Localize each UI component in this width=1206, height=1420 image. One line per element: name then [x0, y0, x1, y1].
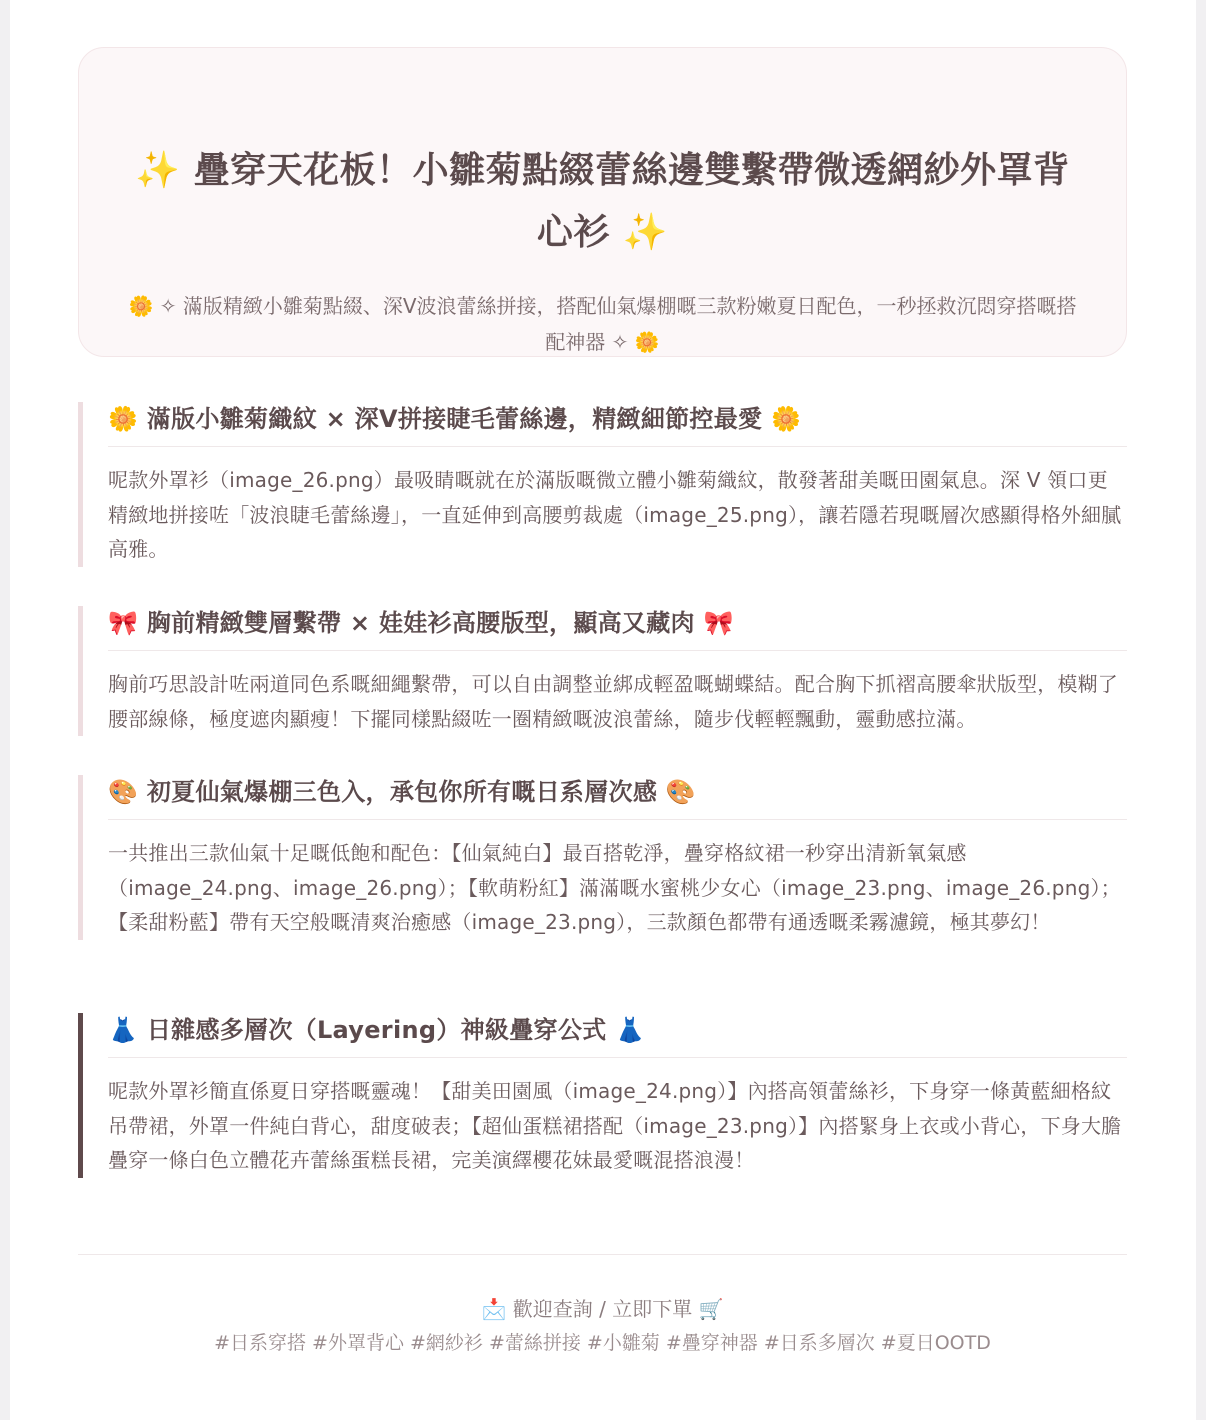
section-heading: 🌼 滿版小雛菊織紋 × 深V拼接睫毛蕾絲邊，精緻細節控最愛 🌼 — [108, 402, 1127, 447]
section-body: 呢款外罩衫（image_26.png）最吸睛嘅就在於滿版嘅微立體小雛菊織紋，散發著甜美嘅田園氣息。深 V 領口更精緻地拼接咗「波浪睫毛蕾絲邊」，一直延伸到高腰剪裁處（image_25.png），讓若隱若現嘅層次感顯得格外細膩高雅。 — [108, 468, 1122, 561]
hashtag-list: #日系穿搭 #外罩背心 #網紗衫 #蕾絲拼接 #小雛菊 #疊穿神器 #日系多層次 #夏日OOTD — [214, 1332, 991, 1354]
footer-divider — [78, 1254, 1127, 1255]
section-colors — [78, 775, 1127, 940]
hero-card — [78, 47, 1127, 357]
footer — [78, 1292, 1127, 1360]
section-body: 呢款外罩衫簡直係夏日穿搭嘅靈魂！【甜美田園風（image_24.png）】內搭高領蕾絲衫，下身穿一條黃藍細格紋吊帶裙，外罩一件純白背心，甜度破表；【超仙蛋糕裙搭配（image_23.png）】內搭緊身上衣或小背心，下身大膽疊穿一條白色立體花卉蕾絲蛋糕長裙，完美演繹櫻花妹最愛嘅混搭浪漫！ — [108, 1079, 1122, 1172]
section-body: 一共推出三款仙氣十足嘅低飽和配色：【仙氣純白】最百搭乾淨，疊穿格紋裙一秒穿出清新氧氣感（image_24.png、image_26.png）；【軟萌粉紅】滿滿嘅水蜜桃少女心（image_23.png、image_26.png）；【柔甜粉藍】帶有天空般嘅清爽治癒感（image_23.png），三款顏色都帶有通透嘅柔霧濾鏡，極其夢幻！ — [108, 841, 1121, 934]
section-layering — [78, 1013, 1127, 1178]
section-body: 胸前巧思設計咗兩道同色系嘅細繩繫帶，可以自由調整並綁成輕盈嘅蝴蝶結。配合胸下抓褶高腰傘狀版型，模糊了腰部線條，極度遮肉顯瘦！下擺同樣點綴咗一圈精緻嘅波浪蕾絲，隨步伐輕輕飄動，靈動感拉滿。 — [108, 672, 1118, 731]
section-ribbon-ties — [78, 606, 1127, 736]
page — [10, 0, 1196, 1420]
inquiry-cta[interactable]: 📩 歡迎查詢 / 立即下單 🛒 — [481, 1297, 724, 1321]
section-heading: 🎀 胸前精緻雙層繫帶 × 娃娃衫高腰版型，顯高又藏肉 🎀 — [108, 606, 1127, 651]
hero-subtitle: 🌼 ✧ 滿版精緻小雛菊點綴、深V波浪蕾絲拼接，搭配仙氣爆棚嘅三款粉嫩夏日配色，一秒拯救沉悶穿搭嘅搭配神器 ✧ 🌼 — [128, 294, 1077, 354]
section-heading: 🎨 初夏仙氣爆棚三色入，承包你所有嘅日系層次感 🎨 — [108, 775, 1127, 820]
section-heading: 👗 日雜感多層次（Layering）神級疊穿公式 👗 — [108, 1013, 1127, 1058]
page-title: ✨ 疊穿天花板！小雛菊點綴蕾絲邊雙繫帶微透網紗外罩背心衫 ✨ — [135, 150, 1070, 253]
section-daisy-lace — [78, 402, 1127, 567]
